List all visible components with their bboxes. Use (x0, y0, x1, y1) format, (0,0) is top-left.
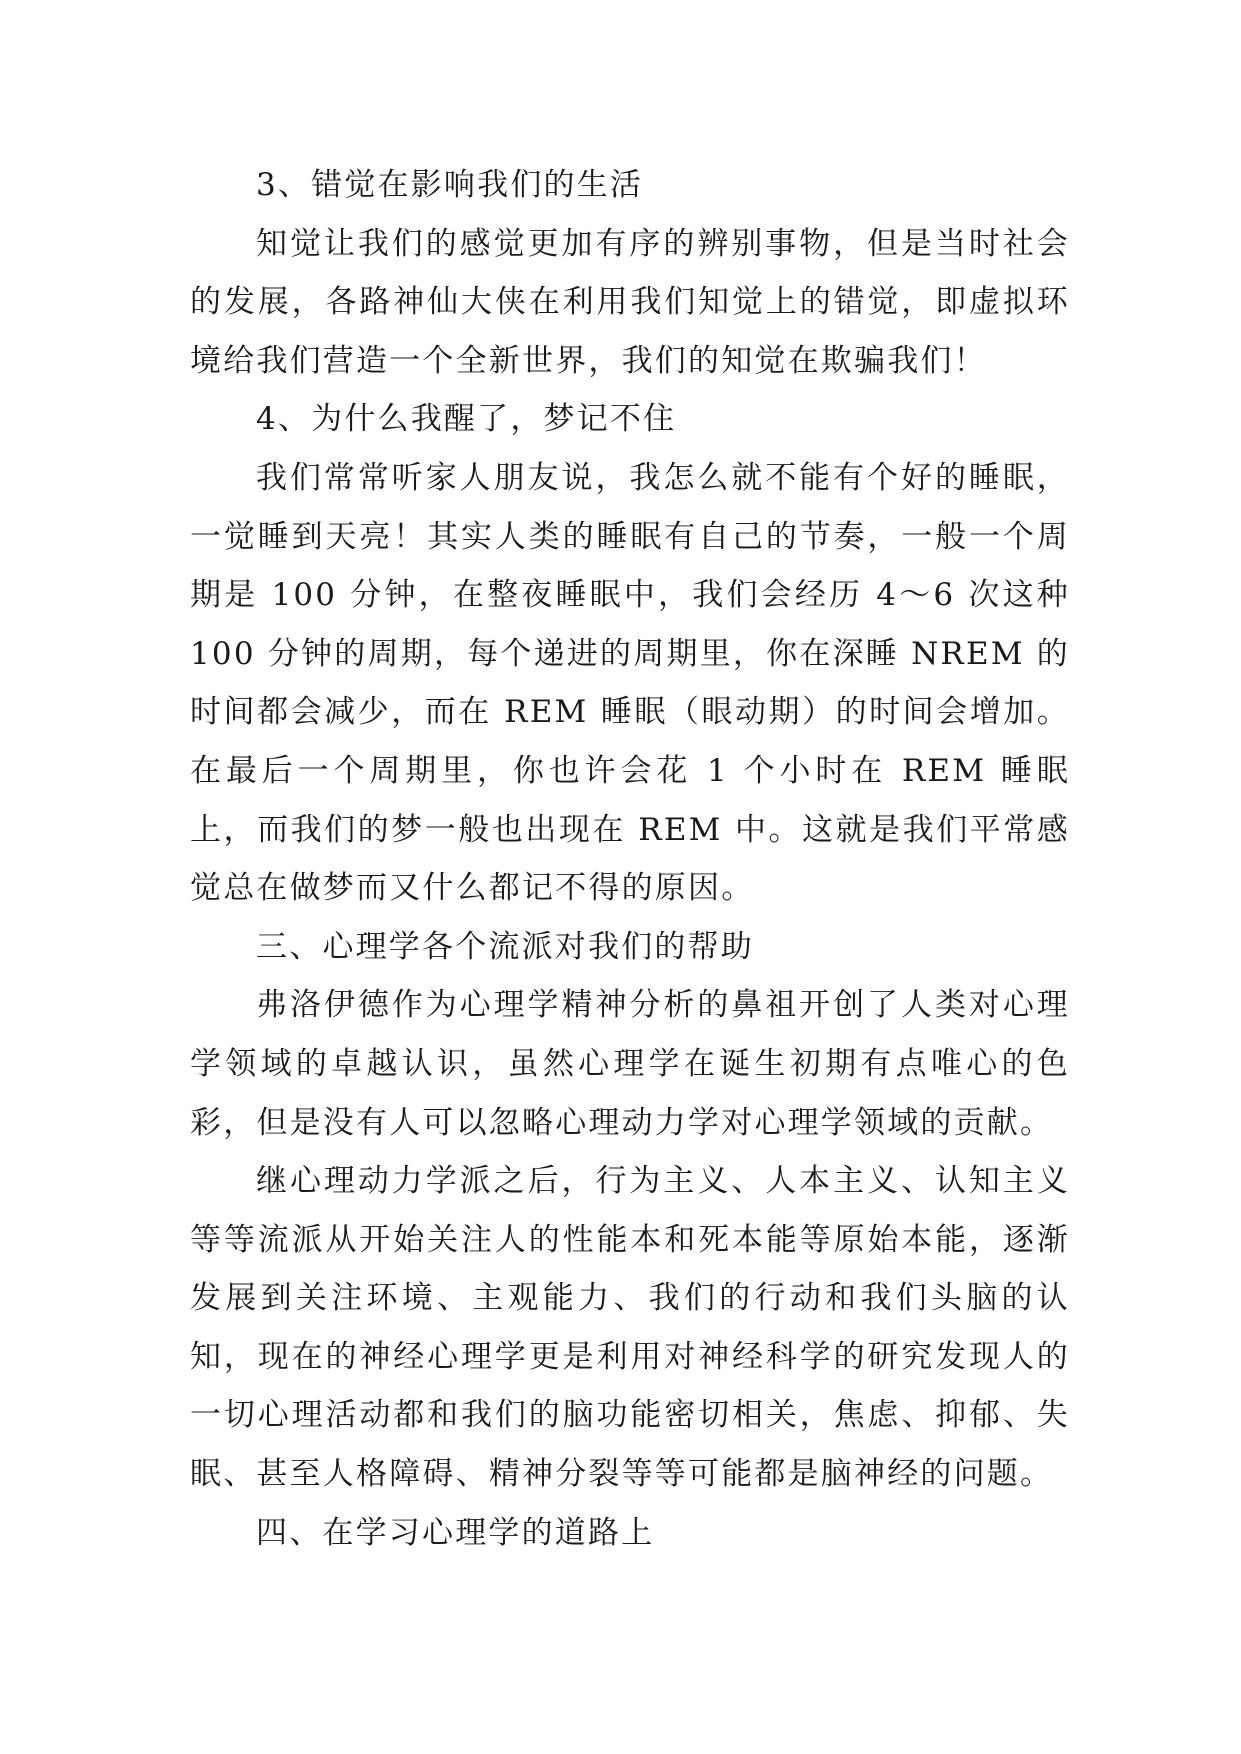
paragraph-illusion: 知觉让我们的感觉更加有序的辨别事物，但是当时社会的发展，各路神仙大侠在利用我们知觉上的错觉，即虚拟环境给我们营造一个全新世界，我们的知觉在欺骗我们！ (190, 225, 1070, 379)
section-heading-learning: 四、在学习心理学的道路上 (256, 1514, 655, 1551)
paragraph-later-schools: 继心理动力学派之后，行为主义、人本主义、认知主义等等流派从开始关注人的性能本和死本能等原始本能，逐渐发展到关注环境、主观能力、我们的行动和我们头脑的认知，现在的神经心理学更是利用对神经科学的研究发现人的一切心理活动都和我们的脑功能密切相关，焦虑、抑郁、失眠、甚至人格障碍、精神分裂等等可能都是脑神经的问题。 (190, 1163, 1070, 1493)
document-body (190, 156, 1070, 1562)
section-heading-dreams: 4、为什么我醒了，梦记不住 (256, 401, 677, 438)
section-heading-schools: 三、心理学各个流派对我们的帮助 (256, 928, 754, 965)
paragraph-sleep-cycle: 我们常常听家人朋友说，我怎么就不能有个好的睡眠，一觉睡到天亮！其实人类的睡眠有自己的节奏，一般一个周期是 100 分钟，在整夜睡眠中，我们会经历 4～6 次这种 100 分钟的周期，每个递进的周期里，你在深睡 NREM 的时间都会减少，而在 REM 睡眠（眼动期）的时间会增加。在最后一个周期里，你也许会花 1 个小时在 REM 睡眠上，而我们的梦一般也出现在 REM 中。这就是我们平常感觉总在做梦而又什么都记不得的原因。 (190, 459, 1070, 907)
paragraph-freud: 弗洛伊德作为心理学精神分析的鼻祖开创了人类对心理学领域的卓越认识，虽然心理学在诞生初期有点唯心的色彩，但是没有人可以忽略心理动力学对心理学领域的贡献。 (190, 987, 1070, 1141)
section-heading-illusion: 3、错觉在影响我们的生活 (256, 167, 644, 203)
